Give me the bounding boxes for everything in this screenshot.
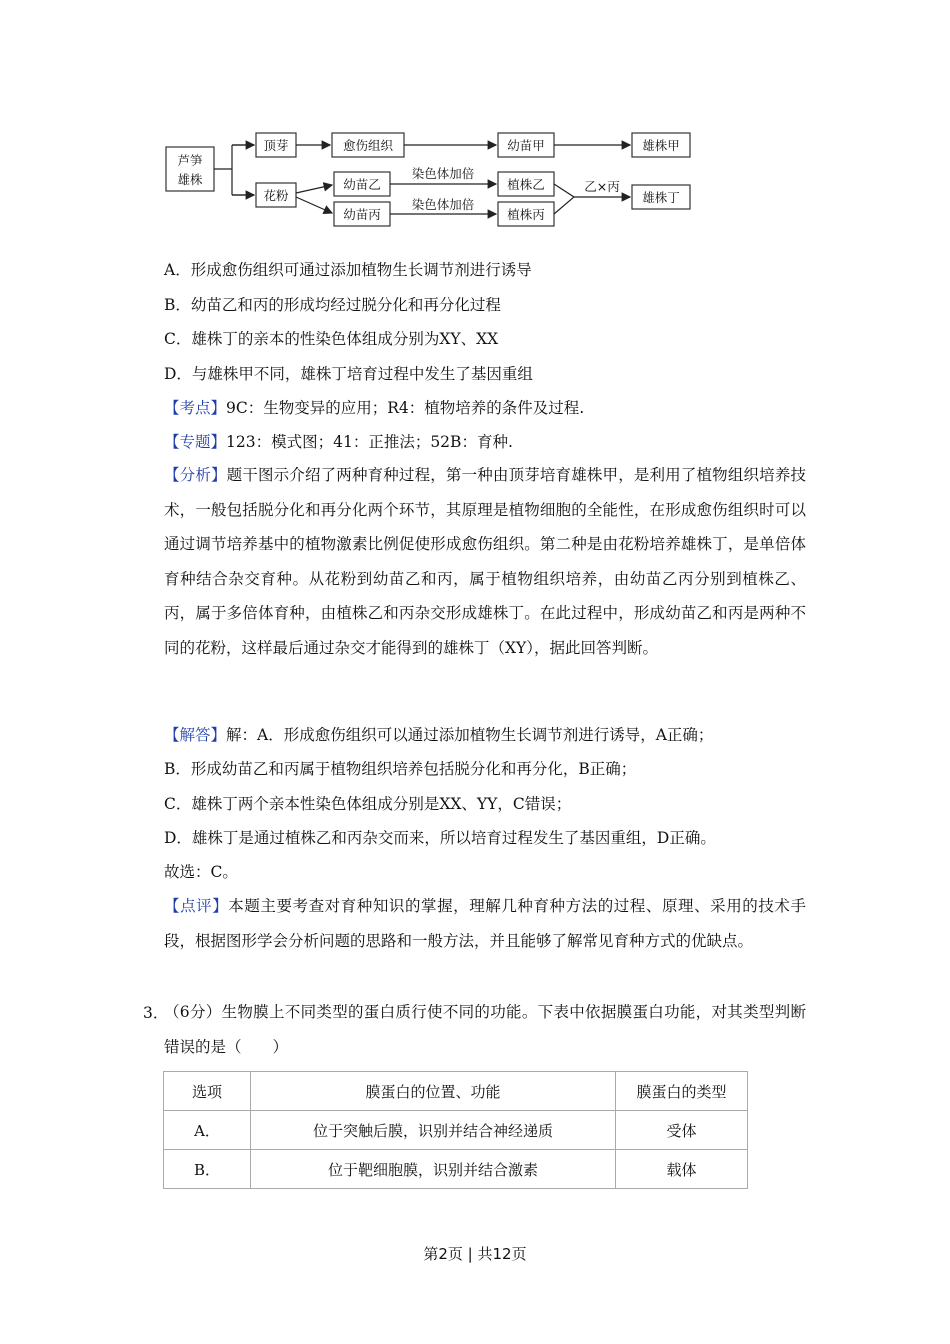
option-a: A．形成愈伤组织可通过添加植物生长调节剂进行诱导 [164, 261, 532, 279]
zhuanti-tag: 【专题】 [164, 433, 227, 451]
plant-c-label: 植株丙 [507, 207, 545, 222]
header-location: 膜蛋白的位置、功能 [251, 1072, 616, 1111]
double-label-1: 染色体加倍 [411, 166, 475, 181]
kaodian-line [164, 398, 584, 418]
bud-label: 顶芽 [263, 138, 289, 153]
table-row [164, 1111, 748, 1150]
jieda-line [164, 725, 713, 745]
q3-number: 3． [143, 1004, 169, 1022]
cell-type: 受体 [616, 1111, 748, 1150]
fenxi-text: 题干图示介绍了两种育种过程，第一种由顶芽培育雄株甲，是利用了植物组织培养技术，一般包括脱分化和再分化两个环节，其原理是植物细胞的全能性，在形成愈伤组织时可以通过调节培养基中的植物激素比例促使形成愈伤组织。第二种是由花粉培养雄株丁，是单倍体育种结合杂交育种。从花粉到幼苗乙和丙，属于植物组织培养，由幼苗乙丙分别到植株乙、丙，属于多倍体育种，由植株乙和丙杂交形成雄株丁。在此过程中，形成幼苗乙和丙是两种不同的花粉，这样最后通过杂交才能得到的雄株丁（XY），据此回答判断。 [164, 466, 806, 657]
header-option: 选项 [164, 1072, 251, 1111]
cell-location: 位于靶细胞膜，识别并结合激素 [251, 1150, 616, 1189]
zhuanti-line [164, 432, 513, 452]
zhuanti-text: 123：模式图；41：正推法；52B：育种. [226, 433, 513, 451]
cross-label: 乙×丙 [584, 179, 620, 194]
dianping-paragraph [164, 889, 806, 958]
table-row [164, 1150, 748, 1189]
seedling-b-label: 幼苗乙 [343, 177, 381, 192]
seedling-c-label: 幼苗丙 [343, 207, 381, 222]
header-type: 膜蛋白的类型 [616, 1072, 748, 1111]
cell-type: 载体 [616, 1150, 748, 1189]
kaodian-text: 9C：生物变异的应用；R4：植物培养的条件及过程. [226, 399, 585, 417]
dianping-tag: 【点评】 [164, 897, 229, 915]
cell-option: A． [164, 1111, 251, 1150]
fenxi-paragraph [164, 458, 806, 665]
kaodian-tag: 【考点】 [164, 399, 227, 417]
option-b: B．幼苗乙和丙的形成均经过脱分化和再分化过程 [164, 296, 501, 314]
cell-option: B． [164, 1150, 251, 1189]
page-footer: 第2页 | 共12页 [423, 1245, 527, 1263]
jieda-first: 解：A．形成愈伤组织可以通过添加植物生长调节剂进行诱导，A正确； [226, 726, 714, 744]
pollen-label: 花粉 [263, 188, 289, 203]
breeding-flow-diagram [162, 125, 702, 235]
male-a-label: 雄株甲 [642, 138, 680, 153]
option-d: D．与雄株甲不同，雄株丁培育过程中发生了基因重组 [164, 365, 533, 383]
callus-label: 愈伤组织 [342, 138, 394, 153]
jieda-tag: 【解答】 [164, 726, 227, 744]
cell-location: 位于突触后膜，识别并结合神经递质 [251, 1111, 616, 1150]
male-d-label: 雄株丁 [642, 190, 680, 205]
parent-label-1: 芦笋 [177, 153, 203, 168]
option-c: C．雄株丁的亲本的性染色体组成分别为XY、XX [164, 330, 499, 348]
table-header-row [164, 1072, 748, 1111]
q3-text: （6分）生物膜上不同类型的蛋白质行使不同的功能。下表中依据膜蛋白功能，对其类型判断错误的是（ ） [164, 1003, 806, 1056]
membrane-protein-table [163, 1071, 748, 1189]
double-label-2: 染色体加倍 [411, 197, 475, 212]
jieda-answer: 故选：C。 [164, 863, 238, 881]
jieda-d: D．雄株丁是通过植株乙和丙杂交而来，所以培育过程发生了基因重组，D正确。 [164, 829, 716, 847]
parent-label-2: 雄株 [177, 172, 203, 187]
dianping-text: 本题主要考查对育种知识的掌握，理解几种育种方法的过程、原理、采用的技术手段，根据图形学会分析问题的思路和一般方法，并且能够了解常见育种方式的优缺点。 [164, 897, 806, 950]
seedling-a-label: 幼苗甲 [507, 138, 545, 153]
jieda-b: B．形成幼苗乙和丙属于植物组织培养包括脱分化和再分化，B正确； [164, 760, 637, 778]
jieda-c: C．雄株丁两个亲本性染色体组成分别是XX、YY，C错误； [164, 795, 572, 813]
plant-b-label: 植株乙 [507, 177, 545, 192]
fenxi-tag: 【分析】 [164, 466, 227, 484]
